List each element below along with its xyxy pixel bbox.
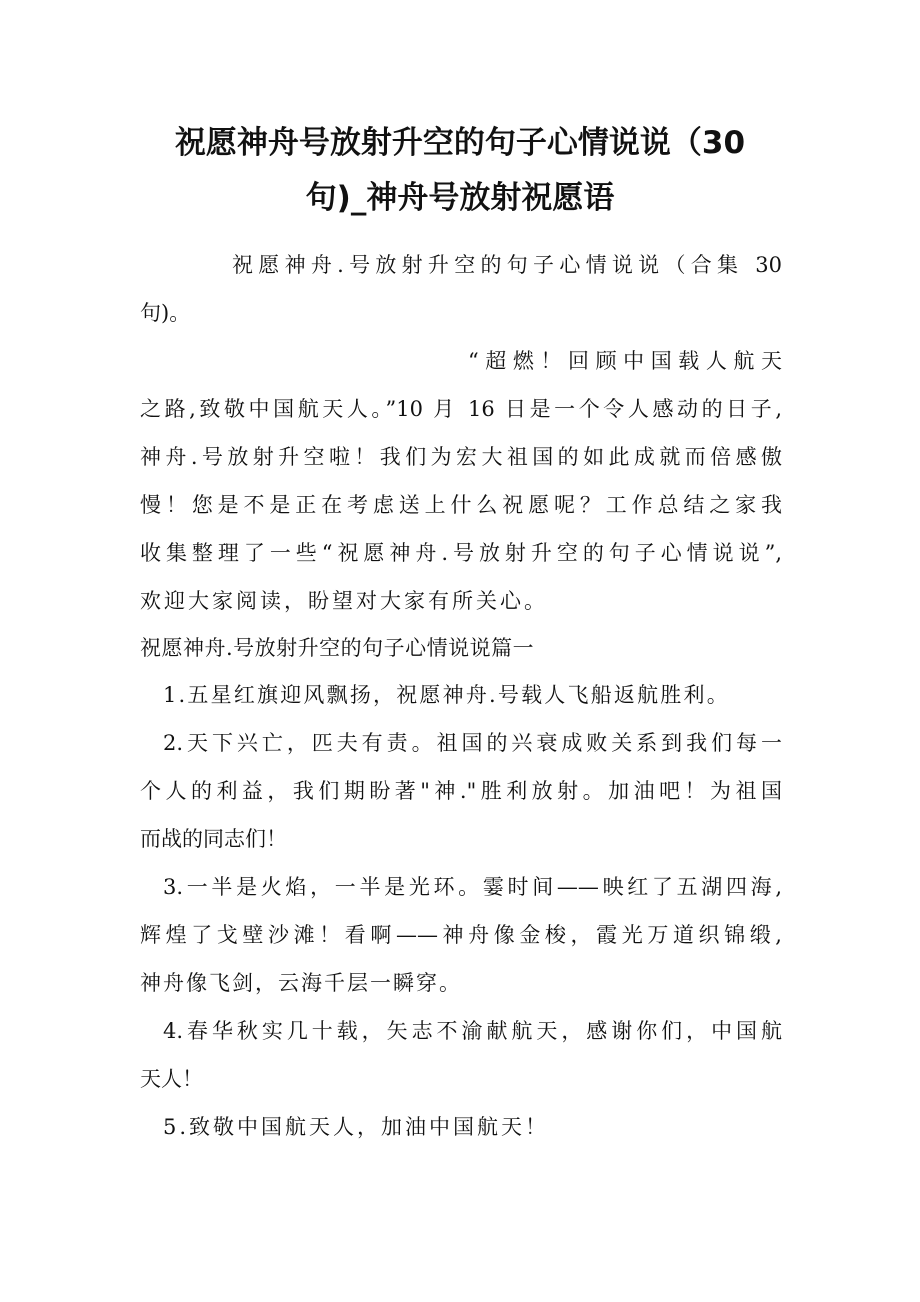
text-line: 个人的利益，我们期盼著"神."胜利放射。加油吧！为祖国 — [140, 779, 782, 803]
text-line: 慢！您是不是正在考虑送上什么祝愿呢？工作总结之家我 — [140, 493, 782, 517]
section-heading: 祝愿神舟.号放射升空的句子心情说说篇一 — [140, 636, 535, 660]
text-line: 欢迎大家阅读，盼望对大家有所关心。 — [140, 589, 548, 613]
text-line: 辉煌了戈壁沙滩！看啊——神舟像金梭，霞光万道织锦缎, — [140, 923, 782, 947]
list-item: 2.天下兴亡，匹夫有责。祖国的兴衰成败关系到我们每一 — [163, 731, 782, 755]
list-item: 4.春华秋实几十载，矢志不渝献航天，感谢你们，中国航 — [163, 1019, 782, 1043]
list-item: 1.五星红旗迎风飘扬，祝愿神舟.号载人飞船返航胜利。 — [163, 683, 730, 707]
text-line: 句)。 — [140, 301, 191, 325]
text-line: 祝愿神舟.号放射升空的句子心情说说（合集 30 — [232, 253, 782, 277]
text-line: 天人！ — [140, 1067, 203, 1091]
text-line: 神舟像飞剑，云海千层一瞬穿。 — [140, 971, 462, 995]
text-line: 神舟.号放射升空啦！我们为宏大祖国的如此成就而倍感傲 — [140, 445, 782, 469]
list-item: 3.一半是火焰，一半是光环。霎时间——映红了五湖四海, — [163, 875, 782, 899]
text-line: “超燃！回顾中国载人航天 — [468, 349, 782, 373]
list-item: 5.致敬中国航天人，加油中国航天！ — [163, 1115, 550, 1139]
text-line: 之路,致敬中国航天人。”10 月 16 日是一个令人感动的日子, — [140, 397, 782, 421]
title-line-2: 句)_神舟号放射祝愿语 — [305, 180, 615, 216]
text-line: 而战的同志们！ — [140, 827, 287, 851]
text-line: 收集整理了一些“祝愿神舟.号放射升空的句子心情说说”, — [140, 541, 782, 565]
title-line-1: 祝愿神舟号放射升空的句子心情说说（30 — [174, 125, 746, 161]
